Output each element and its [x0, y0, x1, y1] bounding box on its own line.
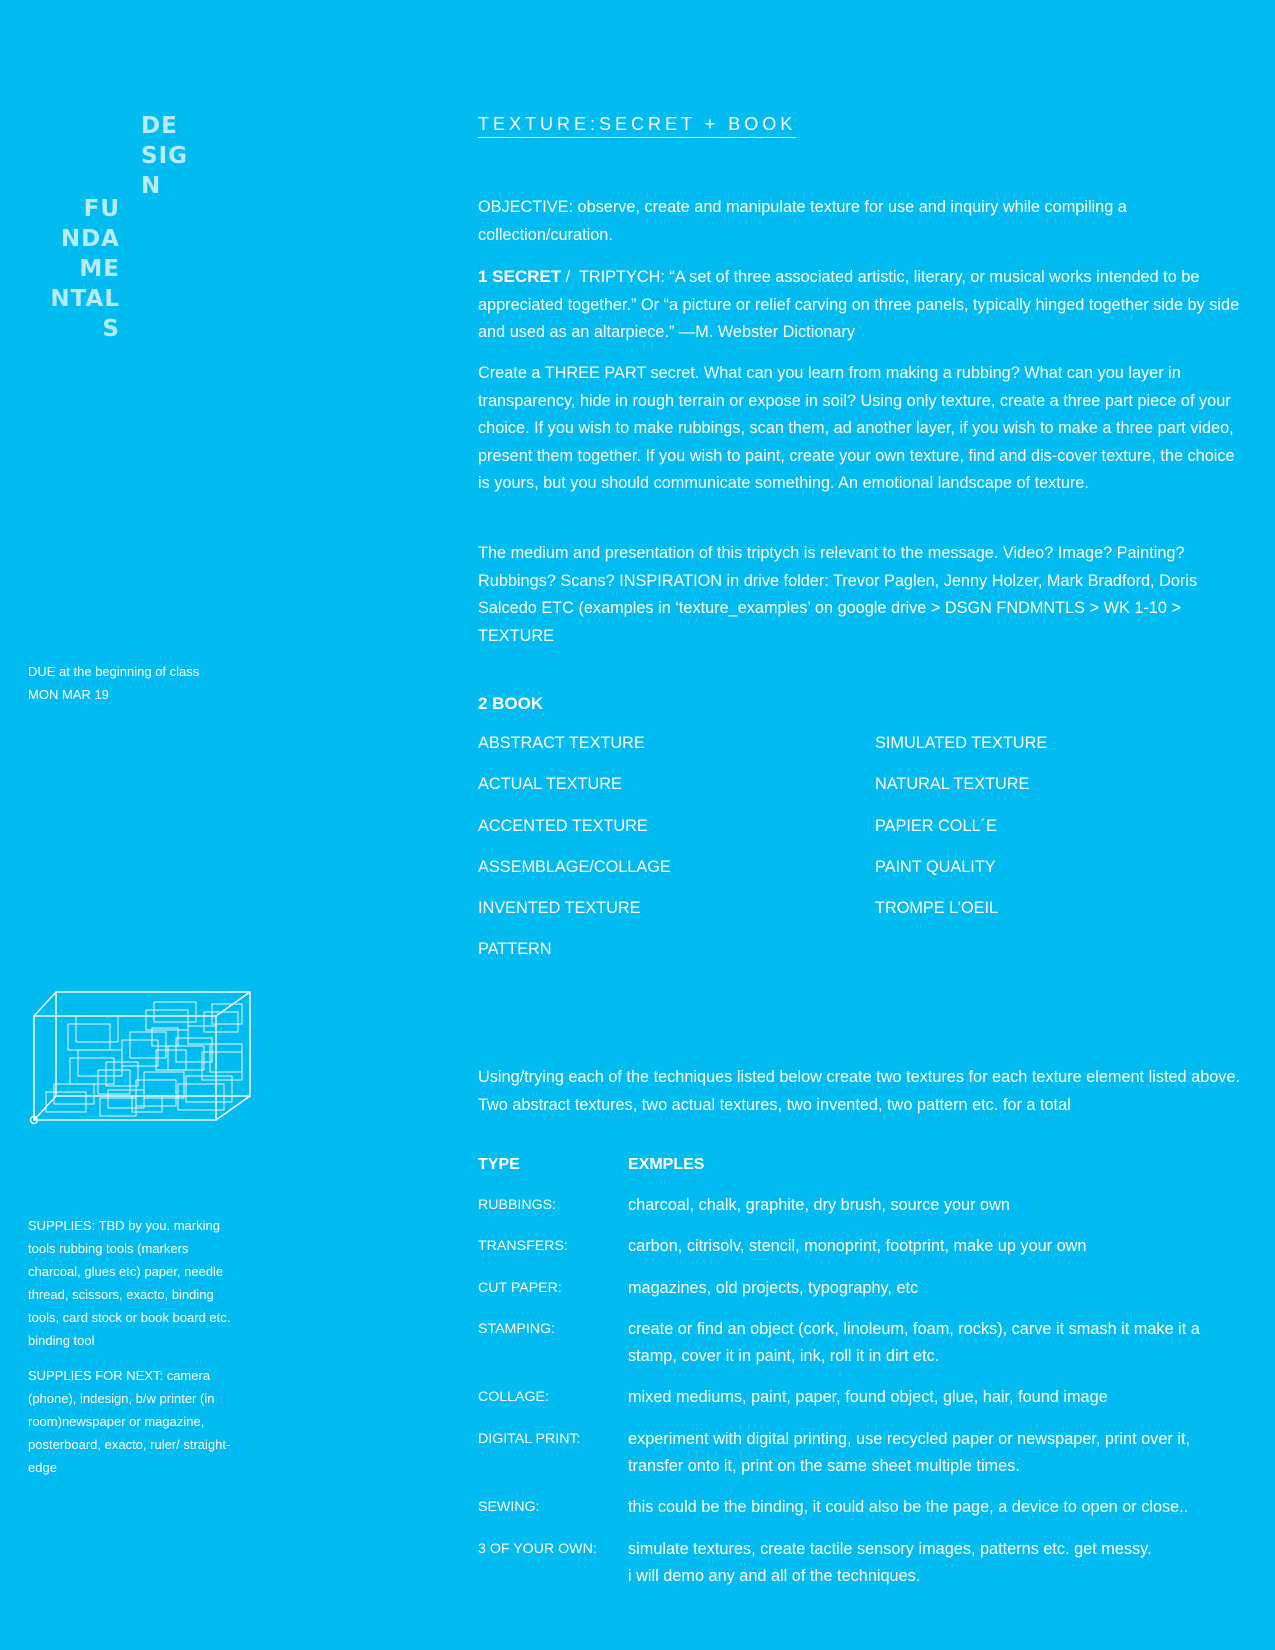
table-row [478, 1192, 1248, 1220]
row-examples-line: simulate textures, create tactile sensory images, patterns etc. get messy. [628, 1539, 1152, 1558]
logo-line: DE [141, 113, 178, 139]
logo-line: NTAL [50, 286, 120, 312]
list-item: ACTUAL TEXTURE [478, 775, 622, 794]
secret-paragraph [478, 263, 1248, 347]
list-item: TROMPE L’OEIL [875, 899, 999, 918]
row-examples: this could be the binding, it could also be the page, a device to open or close.. [628, 1498, 1189, 1517]
list-item: ACCENTED TEXTURE [478, 816, 648, 835]
objective-paragraph: OBJECTIVE: observe, create and manipulate texture for use and inquiry while compiling a collection/curation. [478, 198, 1127, 244]
list-item: PATTERN [478, 940, 552, 959]
using-paragraph: Using/trying each of the techniques listed below create two textures for each texture element listed above. Two abstract textures, two actual textures, two invented, two pattern etc. for a total [478, 1068, 1241, 1114]
techniques-table [478, 1151, 1248, 1604]
row-examples [628, 1536, 1248, 1591]
medium-paragraph: The medium and presentation of this triptych is relevant to the message. Video? Image? Painting? Rubbings? Scans? INSPIRATION in drive folder: Trevor Paglen, Jenny Holzer, Mark Bradford, Doris Salcedo ETC (examples in ‘texture_examples’ on google drive > DSGN FNDMNTLS > WK 1-10 > TEXTURE [478, 544, 1198, 645]
create-paragraph: Create a THREE PART secret. What can you learn from making a rubbing? What can you layer in transparency, hide in rough terrain or expose in soil? Using only texture, create a three part piece of your choice. If you wish to make rubbings, scan them, ad another layer, if you wish to make a three part video, present them together. If you wish to paint, create your own texture, find and dis-cover texture, the choice is yours, but you should communicate something. An emotional landscape of texture. [478, 364, 1235, 492]
column-header-type: TYPE [478, 1156, 520, 1173]
table-row [478, 1233, 1248, 1261]
wireframe-cube-illustration [28, 986, 254, 1126]
table-row [478, 1384, 1248, 1412]
table-header [478, 1151, 1248, 1179]
logo-line: NDA [60, 226, 120, 252]
list-item: SIMULATED TEXTURE [875, 734, 1048, 752]
row-examples: carbon, citrisolv, stencil, monoprint, footprint, make up your own [628, 1237, 1087, 1256]
logo-line: ME [79, 256, 120, 282]
supplies-next-text: SUPPLIES FOR NEXT: camera (phone), indesign, b/w printer (in room)newspaper or magazine, posterboard, exacto, ruler/ straight-edge [28, 1368, 231, 1475]
supplies-text: SUPPLIES: TBD by you. marking tools rubbing tools (markers charcoal, glues etc) paper, needle thread, scissors, exacto, binding tools, card stock or book board etc. binding tool [28, 1218, 231, 1348]
table-row [478, 1536, 1248, 1591]
row-examples: experiment with digital printing, use recycled paper or newspaper, print over it, transfer onto it, print on the same sheet multiple times. [628, 1429, 1190, 1476]
list-item: NATURAL TEXTURE [875, 775, 1030, 794]
triptych-definition: TRIPTYCH: “A set of three associated artistic, literary, or musical works intended to be appreciated together.” Or “a picture or relief carving on three panels, typically hinged together side by side and used as an altarpiece.” —M. Webster Dictionary [478, 268, 1240, 341]
book-list-left [478, 733, 671, 981]
due-date [28, 660, 199, 706]
separator: / [561, 268, 579, 286]
table-row [478, 1494, 1248, 1522]
row-examples: charcoal, chalk, graphite, dry brush, source your own [628, 1196, 1010, 1215]
list-item: INVENTED TEXTURE [478, 899, 641, 918]
table-row [478, 1316, 1248, 1371]
book-heading: 2 BOOK [478, 694, 544, 713]
column-header-examples: EXMPLES [628, 1156, 705, 1173]
table-row [478, 1426, 1248, 1481]
row-examples-line: i will demo any and all of the techniques. [628, 1567, 921, 1585]
page-title: TEXTURE:SECRET + BOOK [478, 114, 796, 138]
row-examples: magazines, old projects, typography, etc [628, 1278, 919, 1297]
secret-heading: 1 SECRET [478, 267, 562, 286]
list-item: ASSEMBLAGE/COLLAGE [478, 857, 671, 876]
logo-line: S [102, 316, 120, 342]
table-row [478, 1275, 1248, 1303]
due-date-value: MON MAR 19 [28, 687, 109, 702]
logo-line: FU [83, 196, 120, 222]
logo-design [141, 111, 188, 201]
logo-line: N [141, 173, 162, 199]
row-type: COLLAGE: [478, 1389, 549, 1406]
row-type: CUT PAPER: [478, 1279, 562, 1296]
logo-line: SIG [141, 143, 189, 169]
list-item: PAPIER COLL´E [875, 816, 997, 835]
book-list-right [875, 733, 1047, 939]
row-examples: mixed mediums, paint, paper, found object, glue, hair, found image [628, 1388, 1108, 1407]
row-type: SEWING: [478, 1499, 540, 1516]
row-type: STAMPING: [478, 1320, 555, 1337]
row-type: RUBBINGS: [478, 1197, 557, 1214]
list-item: ABSTRACT TEXTURE [478, 734, 645, 752]
row-type: 3 OF YOUR OWN: [478, 1540, 597, 1557]
row-type: TRANSFERS: [478, 1238, 568, 1255]
row-examples: create or find an object (cork, linoleum, foam, rocks), carve it smash it make it a stamp, cover it in paint, ink, roll it in dirt etc. [628, 1319, 1200, 1366]
row-type: DIGITAL PRINT: [478, 1430, 581, 1447]
list-item: PAINT QUALITY [875, 857, 996, 876]
due-line: DUE at the beginning of class [28, 664, 200, 679]
logo-fundamentals [40, 194, 120, 344]
